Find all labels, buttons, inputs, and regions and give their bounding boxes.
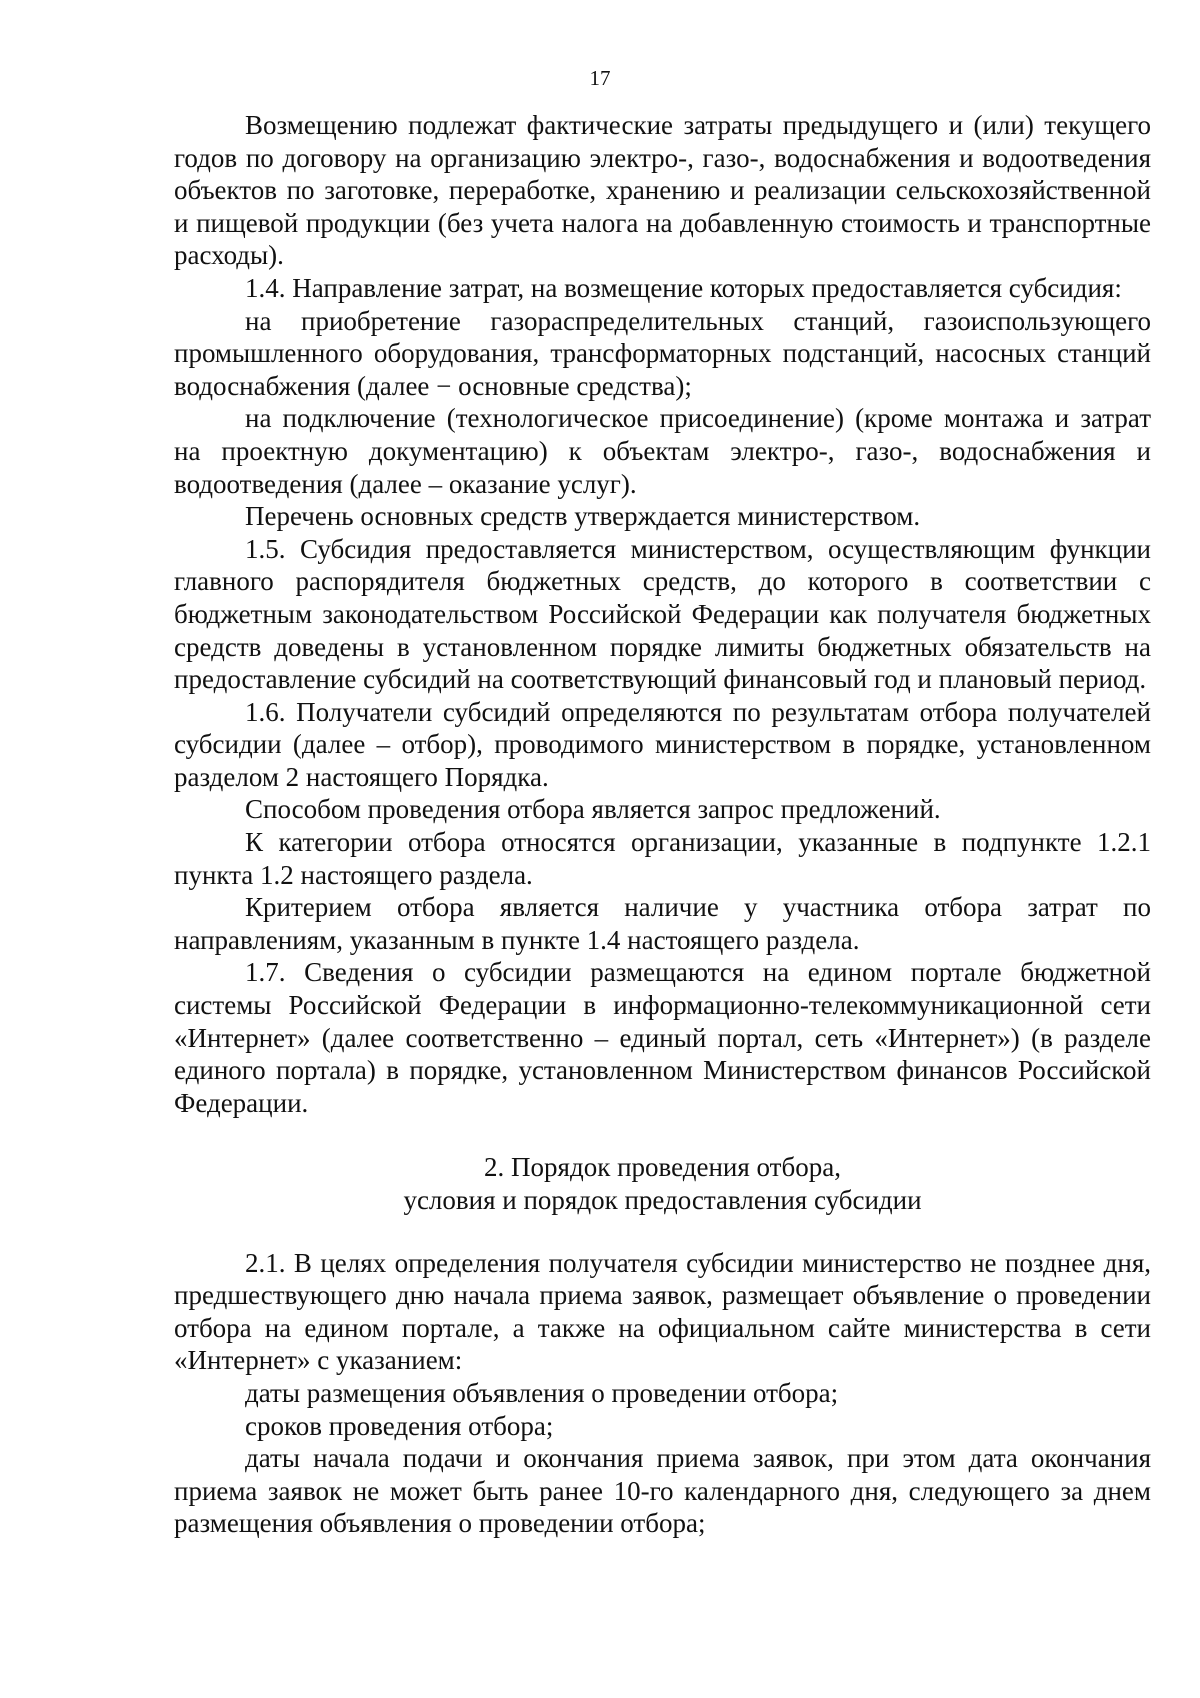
paragraph-1-4-services: на подключение (технологическое присоединение) (кроме монтажа и затрат на проектную документацию) к объектам электро-, газо-, водоснабжения и водоотведения (далее – оказание услуг). xyxy=(174,403,1151,499)
section-2-heading-line-2: условия и порядок предоставления субсидии xyxy=(403,1185,922,1215)
paragraph-1-5: 1.5. Субсидия предоставляется министерством, осуществляющим функции главного распорядителя бюджетных средств, до которого в соответствии с бюджетным законодательством Российской Федерации как получателя бюджетных средств доведены в установленном порядке лимиты бюджетных обязательств на предоставление субсидий на соответствующий финансовый год и плановый период. xyxy=(174,533,1151,695)
section-2-heading xyxy=(174,1151,1151,1216)
paragraph-2-1-item-selection-period: сроков проведения отбора; xyxy=(245,1410,554,1441)
paragraph-1-4: 1.4. Направление затрат, на возмещение которых предоставляется субсидия: xyxy=(245,272,1122,303)
page-number: 17 xyxy=(589,66,611,90)
paragraph-2-1: 2.1. В целях определения получателя субсидии министерство не позднее дня, предшествующего дню начала приема заявок, размещает объявление о проведении отбора на едином портале, а также на официальном сайте министерства в сети «Интернет» с указанием: xyxy=(174,1247,1151,1376)
section-2-heading-line-1: 2. Порядок проведения отбора, xyxy=(484,1152,841,1183)
paragraph-2-1-item-placement-date: даты размещения объявления о проведении отбора; xyxy=(245,1377,839,1408)
paragraph-1-7: 1.7. Сведения о субсидии размещаются на едином портале бюджетной системы Российской Федерации в информационно-телекоммуникационной сети «Интернет» (далее соответственно – единый портал, сеть «Интернет») (в разделе единого портала) в порядке, установленном Министерством финансов Российской Федерации. xyxy=(174,957,1151,1118)
paragraph-selection-criterion: Критерием отбора является наличие у участника отбора затрат по направлениям, указанным в пункте 1.4 настоящего раздела. xyxy=(174,892,1151,955)
paragraph-selection-method: Способом проведения отбора является запрос предложений. xyxy=(245,794,941,825)
paragraph-1-4-fixed-assets: на приобретение газораспределительных станций, газоиспользующего промышленного оборудования, трансформаторных подстанций, насосных станций водоснабжения (далее − основные средства); xyxy=(174,305,1151,401)
document-body xyxy=(174,109,1151,1540)
paragraph-1-6: 1.6. Получатели субсидий определяются по результатам отбора получателей субсидии (далее – отбор), проводимого министерством в порядке, установленном разделом 2 настоящего Порядка. xyxy=(174,696,1151,792)
paragraph-fixed-assets-list: Перечень основных средств утверждается министерством. xyxy=(245,501,921,532)
paragraph-2-1-item-application-dates: даты начала подачи и окончания приема заявок, при этом дата окончания приема заявок не может быть ранее 10-го календарного дня, следующего за днем размещения объявления о проведении отбора; xyxy=(174,1443,1151,1539)
paragraph-selection-category: К категории отбора относятся организации, указанные в подпункте 1.2.1 пункта 1.2 настоящего раздела. xyxy=(174,827,1151,890)
paragraph-reimbursement: Возмещению подлежат фактические затраты предыдущего и (или) текущего годов по договору на организацию электро-, газо-, водоснабжения и водоотведения объектов по заготовке, переработке, хранению и реализации сельскохозяйственной и пищевой продукции (без учета налога на добавленную стоимость и транспортные расходы). xyxy=(174,110,1151,271)
